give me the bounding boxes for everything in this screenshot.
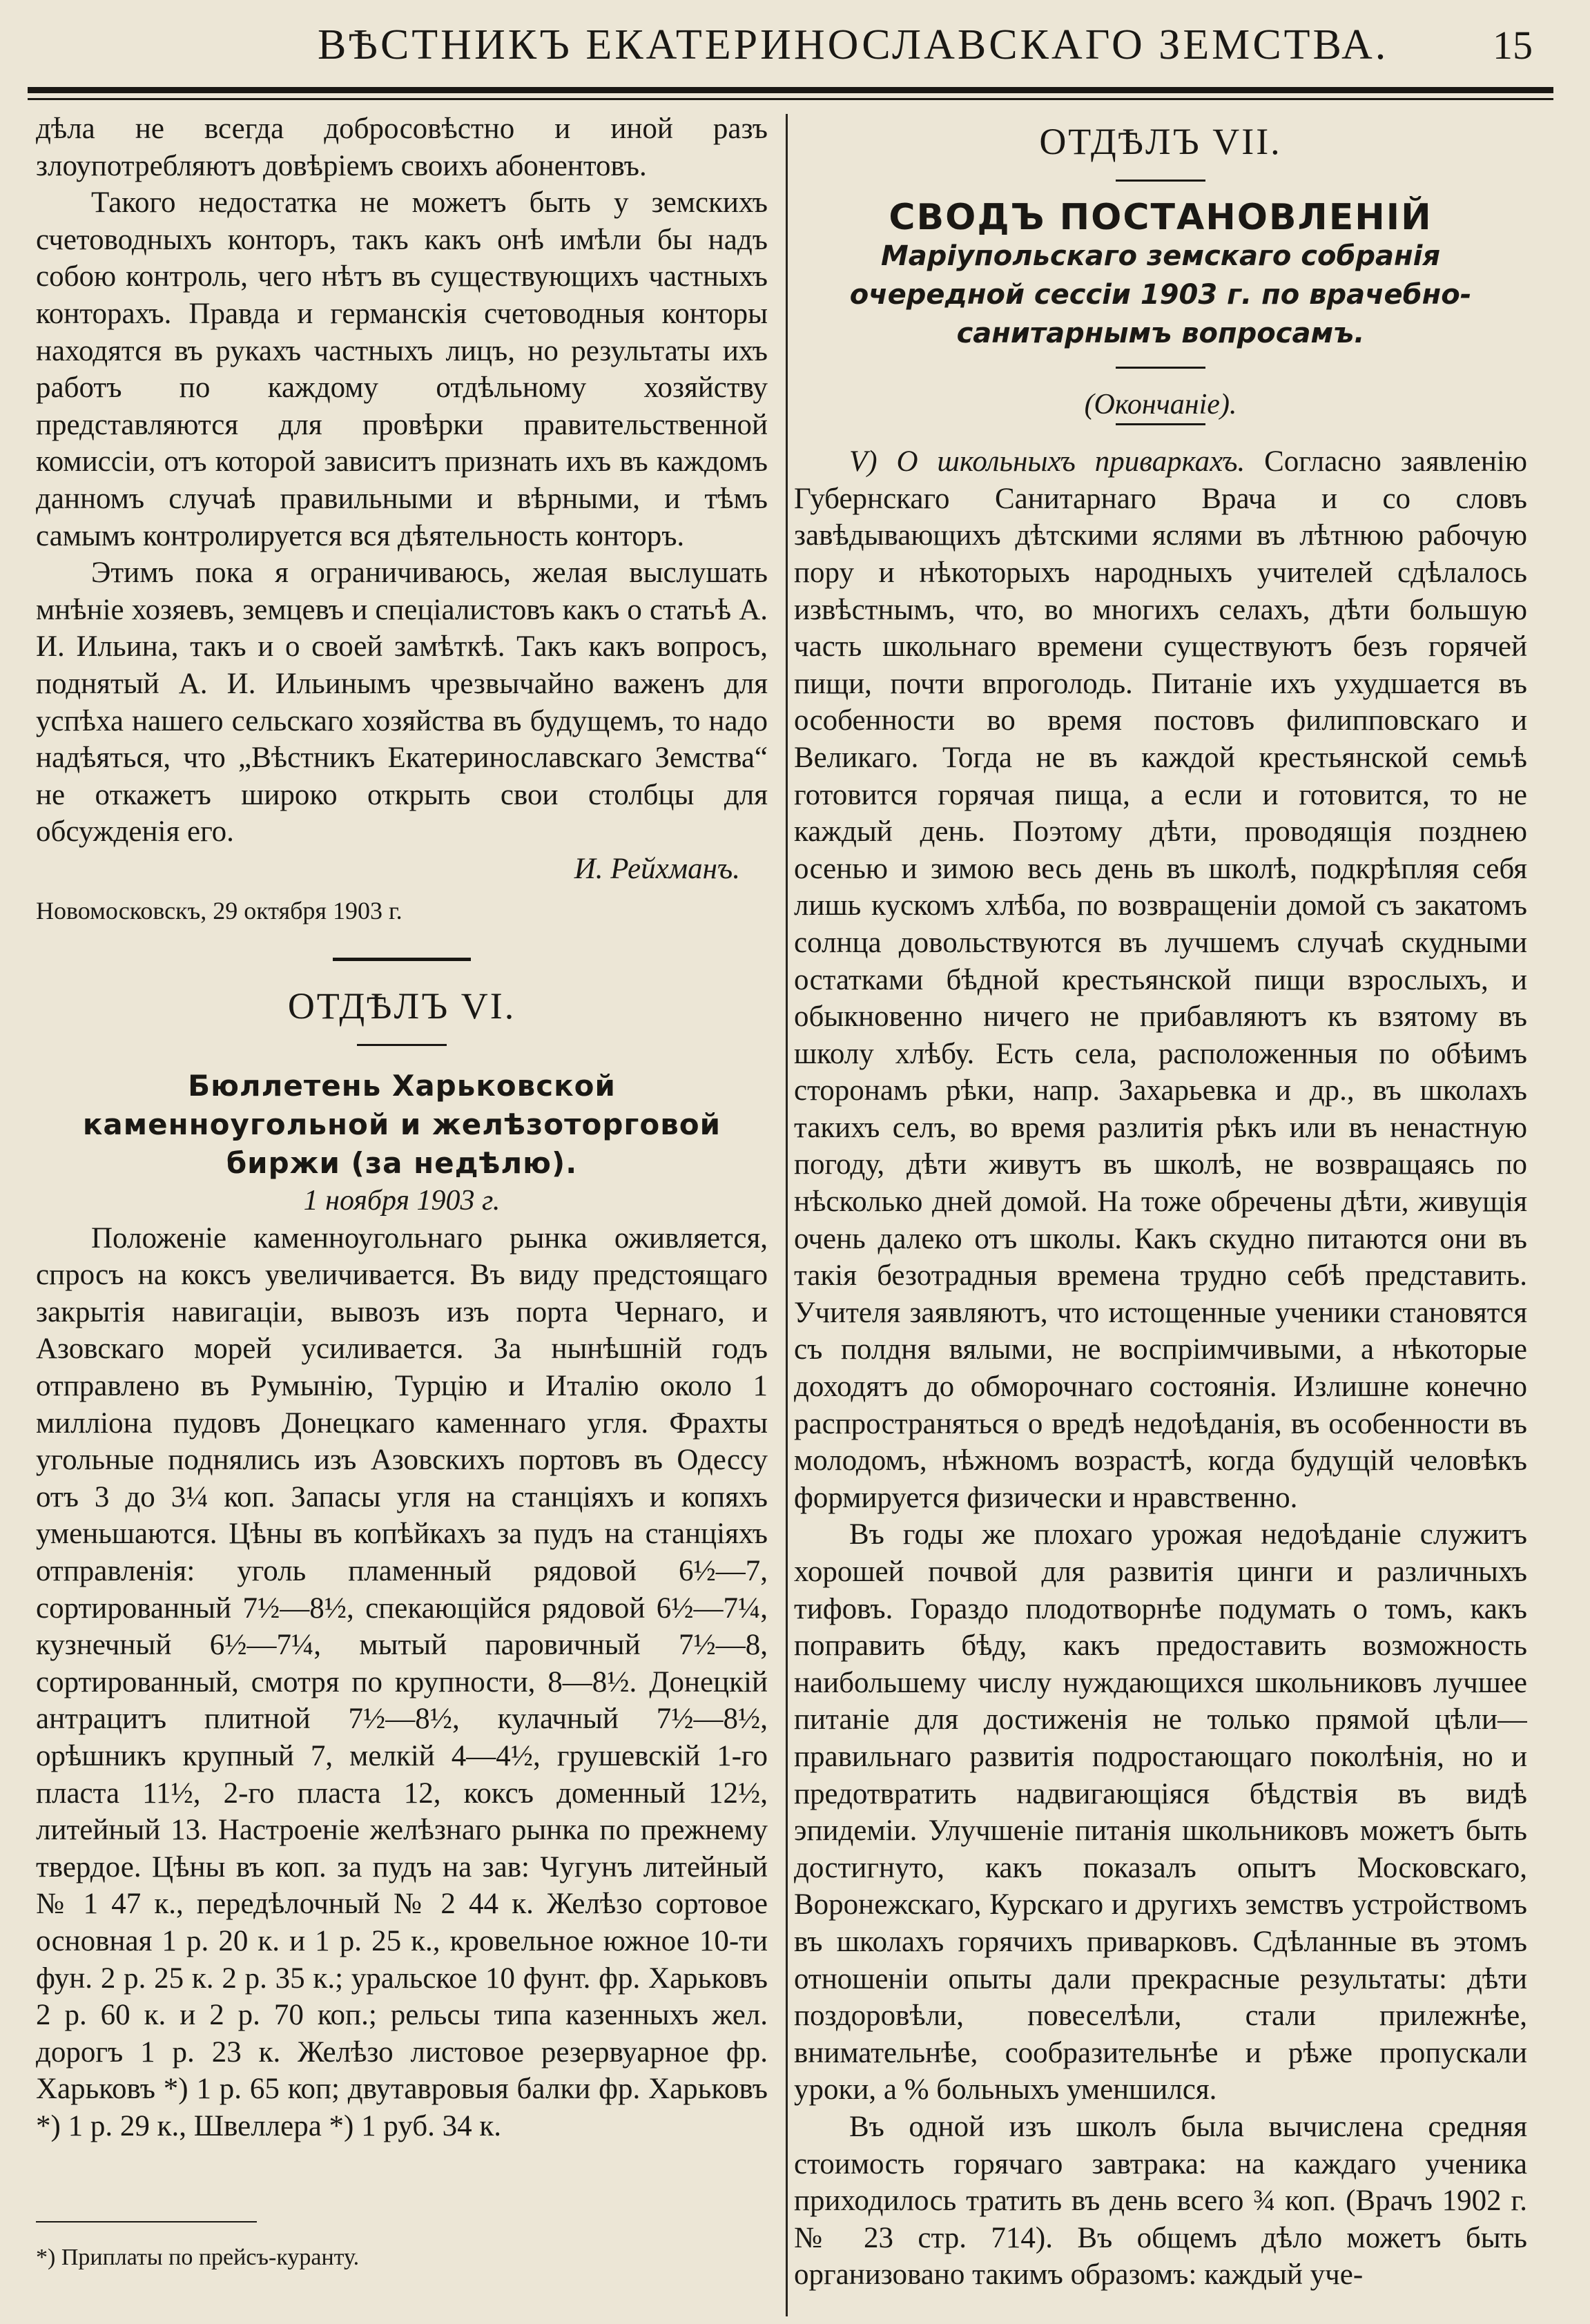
paragraph: дѣла не всегда добросовѣстно и иной разъ злоупотребляютъ довѣріемъ своихъ абонентовъ. [36, 113, 768, 182]
article-date: 1 ноября 1903 г. [303, 1185, 501, 1217]
left-column [36, 110, 768, 2320]
section-heading-vii: ОТДѢЛЪ VII. [1039, 121, 1282, 162]
continued-underline [1116, 423, 1205, 425]
paragraph: Положеніе каменноугольнаго рынка оживляется, спросъ на коксъ увеличивается. Въ виду предстоящаго закрытія навигаціи, вывозъ изъ порта Чернаго, и Азовскаго морей усиливается. За нынѣшній годъ отправлено въ Румынію, Турцію и Италію около 1 милліона пудовъ Донецкаго каменнаго угля. Фрахты угольные поднялись изъ Азовскихъ портовъ въ Одессу отъ 3 до 3¼ коп. Запасы угля на станціяхъ и копяхъ уменьшаются. Цѣны въ копѣйкахъ за пудъ на станціяхъ отправленія: уголь пламенный рядовой 6½—7, сортированный 7½—8½, спекающійся рядовой 6½—7¼, кузнечный 6½—7¼, мытый паровичный 7½—8, сортированный, смотря по крупности, 8—8½. Донецкій антрацитъ плитной 7½—8½, кулачный 7½—8½, орѣшникъ крупный 7, мелкій 4—4½, грушевскій 1-го пласта 11½, 2-го пласта 12, коксъ доменный 12½, литейный 13. Настроеніе желѣзнаго рынка по прежнему твердое. Цѣны въ коп. за пудъ на зав: Чугунъ литейный № 1 47 к., передѣлочный № 2 44 к. Желѣзо сортовое основная 1 р. 20 к. и 1 р. 25 к., кровельное южное 10-ти фун. 2 р. 25 к. 2 р. 35 к.; уральское 10 фунт. фр. Харьковъ 2 р. 60 к. и 2 р. 70 коп.; рельсы типа казенныхъ жел. дорогъ 1 р. 23 к. Желѣзо листовое резервуарное фр. Харьковъ *) 1 р. 65 коп; двутавровыя балки фр. Харьковъ *) 1 р. 29 к., Швеллера *) 1 руб. 34 к. [36, 1221, 768, 2142]
author-signature: И. Рейхманъ. [574, 852, 740, 885]
paragraph: Такого недостатка не можетъ быть у земскихъ счетоводныхъ конторъ, такъ какъ онѣ имѣли бы надъ собою контроль, чего нѣтъ въ существующихъ частныхъ конторахъ. Правда и германскія счетоводныя конторы находятся въ рукахъ частныхъ лицъ, но результаты ихъ работъ по каждому отдѣльному хозяйству представляются для провѣрки правительственной комиссіи, отъ которой зависитъ признать ихъ въ каждомъ данномъ случаѣ правильными и вѣрными, и тѣмъ самымъ контролируется вся дѣятельность конторъ. [36, 186, 768, 552]
header-rule-thin [28, 98, 1553, 100]
paragraph: Въ годы же плохаго урожая недоѣданіе служитъ хорошей почвой для развитія цинги и различныхъ тифовъ. Гораздо плодотворнѣе подумать о томъ, какъ поправить бѣду, какъ предоставить возможность наибольшему числу нуждающихся школьниковъ лучшее питаніе для достиженія не только прямой цѣли—правильнаго развитія подростающаго поколѣнія, но и предотвратить надвигающіяся бѣдствія въ видѣ эпидеміи. Улучшеніе питанія школьниковъ можетъ быть достигнуто, какъ показалъ опытъ Московскаго, Воронежскаго, Курскаго и другихъ земствъ устройствомъ въ школахъ горячихъ приварковъ. Сдѣланные въ этомъ отношеніи опыты дали прекрасные результаты: дѣти поздоровѣли, повеселѣли, стали прилежнѣе, внимательнѣе, сообразительнѣе и рѣже пропускали уроки, а % больныхъ уменшился. [794, 1518, 1527, 2107]
paragraph: Этимъ пока я ограничиваюсь, желая выслушать мнѣніе хозяевъ, земцевъ и спеціалистовъ какъ о статьѣ А. И. Ильина, такъ и о своей замѣткѣ. Такъ какъ вопросъ, поднятый А. И. Ильинымъ чрезвычайно важенъ для успѣха нашего сельскаго хозяйства въ будущемъ, то надо надѣяться, что „Вѣстникъ Екатеринославскаго Земства“ не откажетъ широко открыть свои столбцы для обсужденія его. [36, 556, 768, 849]
page-number: 15 [1493, 23, 1533, 68]
decisions-title: СВОДЪ ПОСТАНОВЛЕНІЙ [889, 197, 1433, 238]
decisions-subtitle: Маріупольскаго земскаго собранія очередной сессіи 1903 г. по врачебно-санитарнымъ вопросамъ. [849, 240, 1472, 349]
heading-underline [357, 1044, 447, 1046]
header-rule-thick [28, 87, 1553, 93]
paragraph-text: Согласно заявленію Губернскаго Санитарнаго Врача и со словъ завѣдывающихъ дѣтскими яслями въ лѣтнюю рабочую пору и нѣкоторыхъ народныхъ учителей сдѣлалось извѣстнымъ, что, во многихъ селахъ, дѣти большую часть школьнаго времени существуютъ безъ горячей пищи, почти впроголодь. Питаніе ихъ ухудшается въ особенности во время постовъ филипповскаго и Великаго. Тогда не въ каждой крестьянской семьѣ готовится горячая пища, а если и готовится, то не каждый день. Поэтому дѣти, проводящія позднею осенью и зимою весь день въ школѣ, подкрѣпляя себя лишь кускомъ хлѣба, по возвращеніи домой съ закатомъ солнца довольствуются въ лучшемъ случаѣ скудными остатками бѣдной крестьянской пищи взрослыхъ, и обыкновенно ничего не прибавляютъ къ взятому въ школу хлѣбу. Есть села, расположенныя по обѣимъ сторонамъ рѣки, напр. Захарьевка и др., въ школахъ такихъ селъ, во время разлитія рѣкъ или въ ненастную погоду, дѣти живутъ въ школѣ, не возвращаясь по нѣсколько дней домой. На тоже обречены дѣти, живущія очень далеко отъ школы. Какъ скудно питаются они въ такія безотрадныя времена трудно себѣ представить. Учителя заявляютъ, что истощенные ученики становятся съ полдня вялыми, не воспріимчивыми, а нѣкоторые доходятъ до обморочнаго состоянія. Излишне конечно распространяться о вредѣ недоѣданія, въ особенности въ молодомъ, нѣжномъ возрастѣ, когда будущій человѣкъ формируется физически и нравственно. [794, 445, 1527, 1514]
heading-underline [1116, 180, 1205, 182]
section-separator [333, 958, 471, 961]
continued-note: (Окончаніе). [1084, 388, 1237, 420]
paragraph: Въ одной изъ школъ была вычислена средняя стоимость горячаго завтрака: на каждаго ученика приходилось тратить въ день всего ¾ коп. (Врачъ 1902 г. № 23 стр. 714). Въ общемъ дѣло можетъ быть организовано такимъ образомъ: каждый уче- [794, 2110, 1527, 2292]
subtitle-underline [1116, 367, 1205, 369]
section-heading-vi: ОТДѢЛЪ VI. [287, 985, 516, 1027]
column-divider [786, 114, 788, 2316]
page-header [28, 15, 1553, 84]
footnote-rule [36, 2221, 257, 2223]
paragraph [794, 443, 1527, 1516]
place-date: Новомосковскъ, 29 октября 1903 г. [36, 897, 403, 925]
journal-title: ВѢСТНИКЪ ЕКАТЕРИНОСЛАВСКАГО ЗЕМСТВА. [318, 21, 1389, 68]
article-title: Бюллетень Харьковской каменноугольной и желѣзоторговой биржи (за недѣлю). [82, 1069, 721, 1181]
right-column [794, 110, 1527, 2320]
footnote: *) Приплаты по прейсъ-куранту. [36, 2244, 360, 2270]
item-label: V) О школьныхъ приваркахъ. [849, 445, 1245, 478]
